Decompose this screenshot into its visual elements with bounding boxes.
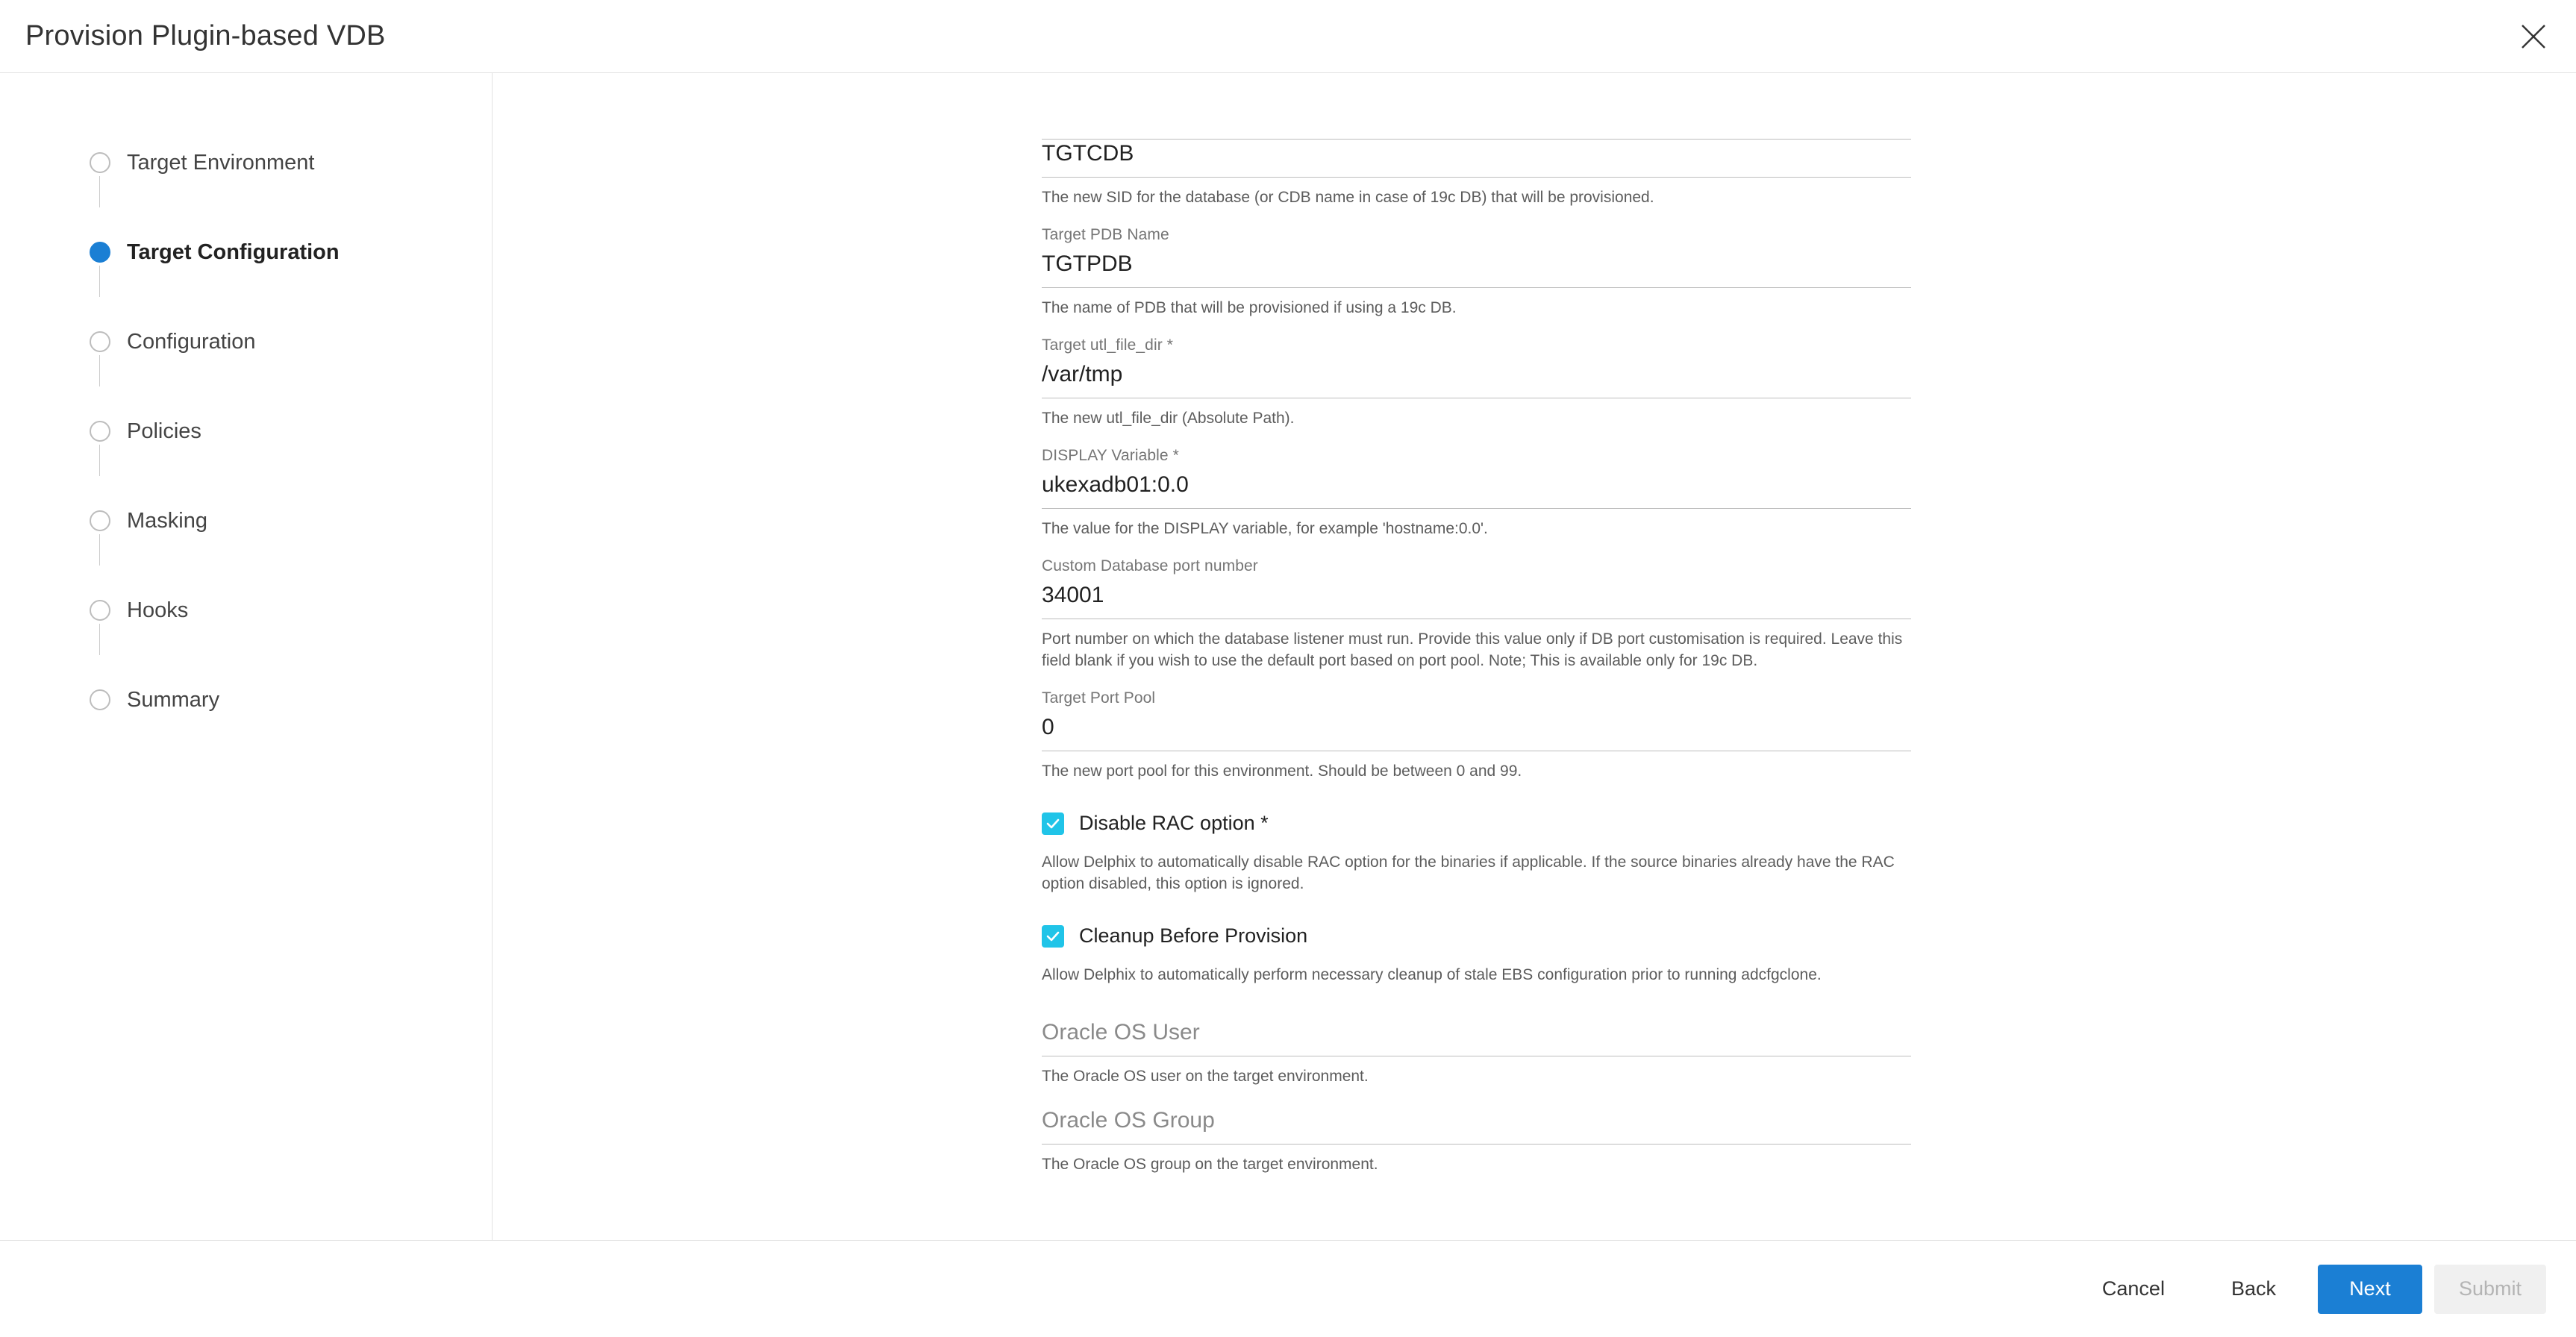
display-variable-input[interactable]: ukexadb01:0.0	[1042, 471, 1911, 509]
field-target-port-pool	[1042, 689, 1911, 782]
step-connector	[99, 266, 100, 297]
oracle-os-group-input[interactable]: Oracle OS Group	[1042, 1106, 1911, 1145]
sidebar-item-label: Target Environment	[127, 150, 315, 175]
target-port-pool-label: Target Port Pool	[1042, 689, 1156, 707]
sidebar-item-masking[interactable]	[0, 476, 492, 566]
disable-rac-option-row[interactable]	[1042, 812, 1911, 835]
oracle-os-group-help: The Oracle OS group on the target environment.	[1042, 1156, 1378, 1173]
target-port-pool-help: The new port pool for this environment. Should be between 0 and 99.	[1042, 763, 1522, 780]
sidebar-item-label: Summary	[127, 687, 220, 712]
checkbox-checked-icon[interactable]	[1042, 812, 1064, 835]
dialog-header	[0, 0, 2576, 73]
step-bullet-icon	[90, 421, 110, 442]
cleanup-before-provision-label: Cleanup Before Provision	[1079, 924, 1308, 947]
page-title: Provision Plugin-based VDB	[25, 20, 386, 51]
display-variable-help: The value for the DISPLAY variable, for example 'hostname:0.0'.	[1042, 520, 1488, 537]
oracle-os-user-help: The Oracle OS user on the target environment.	[1042, 1068, 1369, 1085]
sidebar-item-label: Configuration	[127, 329, 256, 354]
close-icon[interactable]	[2516, 19, 2551, 54]
cleanup-before-provision-help: Allow Delphix to automatically perform necessary cleanup of stale EBS configuration prior to running adcfgclone.	[1042, 966, 1822, 983]
wizard-stepper	[0, 73, 493, 1240]
sidebar-item-target-environment[interactable]	[0, 118, 492, 207]
step-bullet-icon	[90, 331, 110, 352]
custom-database-port-number-label: Custom Database port number	[1042, 557, 1258, 574]
dialog-body	[0, 73, 2576, 1240]
target-port-pool-input[interactable]: 0	[1042, 713, 1911, 751]
sidebar-item-label: Policies	[127, 419, 201, 443]
oracle-os-user-input[interactable]: Oracle OS User	[1042, 1018, 1911, 1056]
submit-button: Submit	[2434, 1265, 2546, 1314]
target-sid-help: The new SID for the database (or CDB name in case of 19c DB) that will be provisioned.	[1042, 189, 1654, 206]
field-target-pdb-name	[1042, 226, 1911, 319]
disable-rac-option-label: Disable RAC option *	[1079, 812, 1269, 834]
step-connector	[99, 445, 100, 476]
display-variable-label: DISPLAY Variable *	[1042, 447, 1179, 464]
target-configuration-form	[493, 73, 2576, 1240]
step-connector	[99, 624, 100, 655]
next-button[interactable]: Next	[2318, 1265, 2422, 1314]
field-display-variable	[1042, 447, 1911, 539]
step-bullet-icon	[90, 242, 110, 263]
sidebar-item-policies[interactable]	[0, 386, 492, 476]
cancel-button[interactable]: Cancel	[2078, 1265, 2189, 1314]
field-custom-database-port-number	[1042, 557, 1911, 671]
sidebar-item-hooks[interactable]	[0, 566, 492, 655]
checkbox-checked-icon[interactable]	[1042, 925, 1064, 948]
field-target-utl-file-dir	[1042, 336, 1911, 429]
step-bullet-icon	[90, 152, 110, 173]
field-oracle-os-user	[1042, 1018, 1911, 1087]
target-utl-file-dir-label: Target utl_file_dir *	[1042, 336, 1174, 354]
custom-database-port-number-input[interactable]: 34001	[1042, 581, 1911, 619]
sidebar-item-summary[interactable]	[0, 655, 492, 745]
sidebar-item-label: Target Configuration	[127, 239, 340, 264]
step-connector	[99, 176, 100, 207]
target-utl-file-dir-help: The new utl_file_dir (Absolute Path).	[1042, 410, 1295, 427]
cleanup-before-provision-row[interactable]	[1042, 924, 1911, 948]
step-connector	[99, 355, 100, 386]
sidebar-item-label: Hooks	[127, 598, 189, 622]
step-bullet-icon	[90, 689, 110, 710]
target-pdb-name-label: Target PDB Name	[1042, 226, 1169, 243]
dialog-footer	[0, 1240, 2576, 1337]
target-pdb-name-help: The name of PDB that will be provisioned if using a 19c DB.	[1042, 299, 1457, 316]
back-button[interactable]: Back	[2201, 1265, 2306, 1314]
step-connector	[99, 534, 100, 566]
disable-rac-option-help: Allow Delphix to automatically disable RAC option for the binaries if applicable. If the source binaries already have the RAC option disabled, this option is ignored.	[1042, 854, 1895, 892]
custom-database-port-number-help: Port number on which the database listener must run. Provide this value only if DB port customisation is required. Leave this field blank if you wish to use the default port based on port pool. Note; This is available only for 19c DB.	[1042, 630, 1903, 669]
target-sid-input[interactable]: TGTCDB	[1042, 140, 1911, 178]
field-oracle-os-group	[1042, 1106, 1911, 1175]
step-bullet-icon	[90, 510, 110, 531]
sidebar-item-configuration[interactable]	[0, 297, 492, 386]
field-target-sid	[1042, 139, 1911, 208]
sidebar-item-label: Masking	[127, 508, 207, 533]
target-pdb-name-input[interactable]: TGTPDB	[1042, 250, 1911, 288]
sidebar-item-target-configuration[interactable]	[0, 207, 492, 297]
target-utl-file-dir-input[interactable]: /var/tmp	[1042, 360, 1911, 398]
step-bullet-icon	[90, 600, 110, 621]
